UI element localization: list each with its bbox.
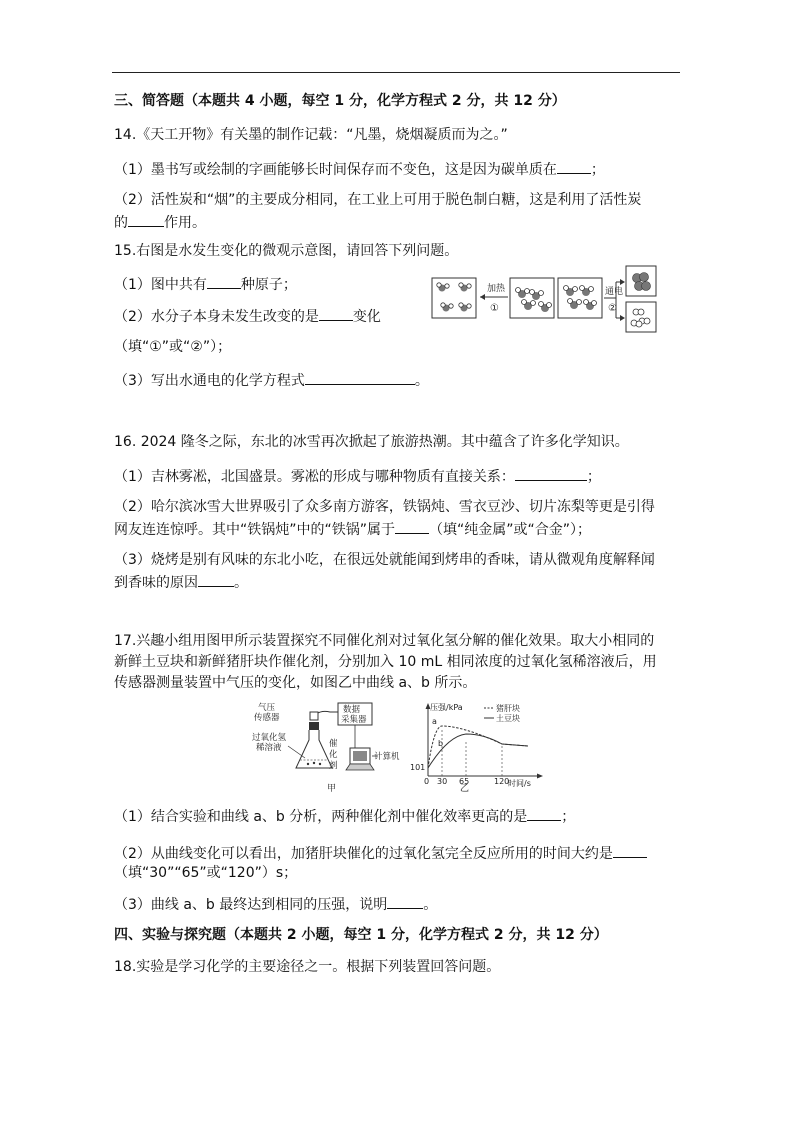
q14-p2-blank xyxy=(128,212,164,227)
q14-p2b-pre: 的 xyxy=(114,215,128,231)
box-water-molecules xyxy=(510,278,554,318)
arrow-electrolysis xyxy=(604,279,625,321)
q15-part-3 xyxy=(114,370,429,390)
y-tick-101: 101 xyxy=(410,763,426,772)
q15-p3-pre: （3）写出水通电的化学方程式 xyxy=(114,373,305,389)
q17-p3-pre: （3）曲线 a、b 最终达到相同的压强，说明 xyxy=(114,897,388,913)
q16-part-1 xyxy=(114,466,601,486)
q15-part-2b: （填“①”或“②”）； xyxy=(114,339,232,355)
box-oxygen xyxy=(626,266,656,296)
x-tick-120: 120 xyxy=(494,777,510,786)
legend-potato: 土豆块 xyxy=(496,714,520,723)
q14-p2b-post: 作用。 xyxy=(164,215,206,231)
arrow1-label: 加热 xyxy=(487,284,506,294)
y-axis-label: 压强/kPa xyxy=(430,703,463,712)
x-tick-30: 30 xyxy=(437,777,448,786)
q14-part-1 xyxy=(114,159,605,179)
q16-p1-pre: （1）吉林雾凇，北国盛景。雾凇的形成与哪种物质有直接关系： xyxy=(114,469,515,485)
q16-part-3b xyxy=(114,572,248,592)
q15-p1-pre: （1）图中共有 xyxy=(114,277,207,293)
q17-stem-b: 新鲜土豆块和新鲜猪肝块作催化剂，分别加入 10 mL 相同浓度的过氧化氢稀溶液后，用 xyxy=(114,654,657,670)
q16-p2b-pre: 网友连连惊呼。其中“铁锅炖”中的“铁锅”属于 xyxy=(114,522,396,538)
collector-label-2: 采集器 xyxy=(341,715,367,725)
computer-icon xyxy=(346,748,374,770)
pressure-sensor xyxy=(310,712,318,720)
x-tick-0: 0 xyxy=(424,777,430,786)
pressure-chart-yi xyxy=(408,700,548,792)
q16-p1-post: ； xyxy=(586,469,601,485)
q14-part-2a: （2）活性炭和“烟”的主要成分相同，在工业上可用于脱色制白糖，这是利用了活性炭 xyxy=(114,192,642,208)
q16-p3b-post: 。 xyxy=(234,575,248,591)
q16-part-3a: （3）烧烤是别有风味的东北小吃，在很远处就能闻到烤串的香味，请从微观角度解释闻 xyxy=(114,552,655,568)
x-tick-65: 65 xyxy=(459,777,470,786)
q15-p2-blank xyxy=(319,306,353,321)
top-divider xyxy=(112,72,680,73)
q15-part-2 xyxy=(114,306,381,326)
q18-stem: 18.实验是学习化学的主要途径之一。根据下列装置回答问题。 xyxy=(114,959,501,975)
box-water-before-electrolysis xyxy=(558,278,602,318)
curve-a-label: a xyxy=(432,717,437,726)
q15-stem: 15.右图是水发生变化的微观示意图，请回答下列问题。 xyxy=(114,243,459,259)
q15-p1-blank xyxy=(207,274,241,289)
water-molecule-diagram xyxy=(428,264,660,334)
q17-p1-blank xyxy=(527,806,561,821)
stopper xyxy=(309,722,319,730)
solution-label-1: 过氧化氢 xyxy=(252,733,287,743)
q15-p2-post: 变化 xyxy=(352,309,381,325)
q15-p3-post: 。 xyxy=(414,373,429,389)
q14-p1-blank xyxy=(557,159,591,174)
q16-p2-blank xyxy=(395,519,429,534)
q16-p3b-pre: 到香味的原因 xyxy=(114,575,198,591)
q17-p2-blank xyxy=(613,843,647,858)
q17-p2a-text: （2）从曲线变化可以看出，加猪肝块催化的过氧化氢完全反应所用的时间大约是 xyxy=(114,846,613,862)
q16-p3-blank xyxy=(198,572,234,587)
q17-p3-post: 。 xyxy=(423,897,438,913)
q17-part-3 xyxy=(114,894,437,914)
x-axis-label: 时间/s xyxy=(508,779,531,788)
arrow1-num: ① xyxy=(490,303,499,314)
catalyst-char-3: 剂 xyxy=(329,761,338,771)
figure-jia-caption: 甲 xyxy=(327,784,337,794)
q16-stem: 16. 2024 隆冬之际，东北的冰雪再次掀起了旅游热潮。其中蕴含了许多化学知识。 xyxy=(114,434,629,450)
catalyst-char-2: 化 xyxy=(329,750,338,760)
figure-yi-caption: 乙 xyxy=(460,784,470,792)
collector-label-1: 数据 xyxy=(343,705,361,715)
q15-part-1 xyxy=(114,274,297,294)
q14-p1-end: ； xyxy=(590,162,605,178)
box-hydrogen xyxy=(626,302,656,332)
arrow2-num: ② xyxy=(608,303,617,314)
q15-p2-pre: （2）水分子本身未发生改变的是 xyxy=(114,309,319,325)
section-3-heading: 三、简答题（本题共 4 小题，每空 1 分，化学方程式 2 分，共 12 分） xyxy=(114,93,566,109)
solution-label-2: 稀溶液 xyxy=(256,743,282,753)
q16-p2b-post: （填“纯金属”或“合金”）； xyxy=(429,522,592,538)
q14-part-2b xyxy=(114,212,206,232)
curve-b-label: b xyxy=(438,739,444,748)
box-liquid-water xyxy=(432,278,476,318)
q16-part-2a: （2）哈尔滨冰雪大世界吸引了众多南方游客，铁锅炖、雪衣豆沙、切片冻梨等更是引得 xyxy=(114,499,655,515)
arrow-heating xyxy=(480,282,508,314)
q17-part-2a xyxy=(114,843,647,863)
section-4-heading: 四、实验与探究题（本题共 2 小题，每空 1 分，化学方程式 2 分，共 12 分） xyxy=(114,927,608,943)
q14-p1-text: （1）墨书写或绘制的字画能够长时间保存而不变色，这是因为碳单质在 xyxy=(114,162,557,178)
catalyst-char-1: 催 xyxy=(329,739,338,749)
q16-part-2b xyxy=(114,519,591,539)
sensor-label-1: 气压 xyxy=(258,703,276,713)
q17-p1-end: ； xyxy=(561,809,576,825)
sensor-label-2: 传感器 xyxy=(254,713,280,723)
q17-stem-c: 传感器测量装置中气压的变化，如图乙中曲线 a、b 所示。 xyxy=(114,675,477,691)
q15-p3-blank xyxy=(305,370,415,385)
apparatus-figure-jia xyxy=(250,700,400,800)
legend-liver: 猪肝块 xyxy=(496,704,520,713)
q17-stem-a: 17.兴趣小组用图甲所示装置探究不同催化剂对过氧化氢分解的催化效果。取大小相同的 xyxy=(114,633,655,649)
computer-label: 计算机 xyxy=(374,752,400,762)
arrow2-label: 通电 xyxy=(605,287,624,297)
q17-part-2b: （填“30”“65”或“120”）s； xyxy=(114,865,298,881)
q17-part-1 xyxy=(114,806,575,826)
q15-p1-post: 种原子； xyxy=(240,277,297,293)
q17-p3-blank xyxy=(387,894,423,909)
q14-stem: 14.《天工开物》有关墨的制作记载：“凡墨，烧烟凝质而为之。” xyxy=(114,127,508,143)
q17-p1-text: （1）结合实验和曲线 a、b 分析，两种催化剂中催化效率更高的是 xyxy=(114,809,528,825)
q16-p1-blank xyxy=(515,466,587,481)
